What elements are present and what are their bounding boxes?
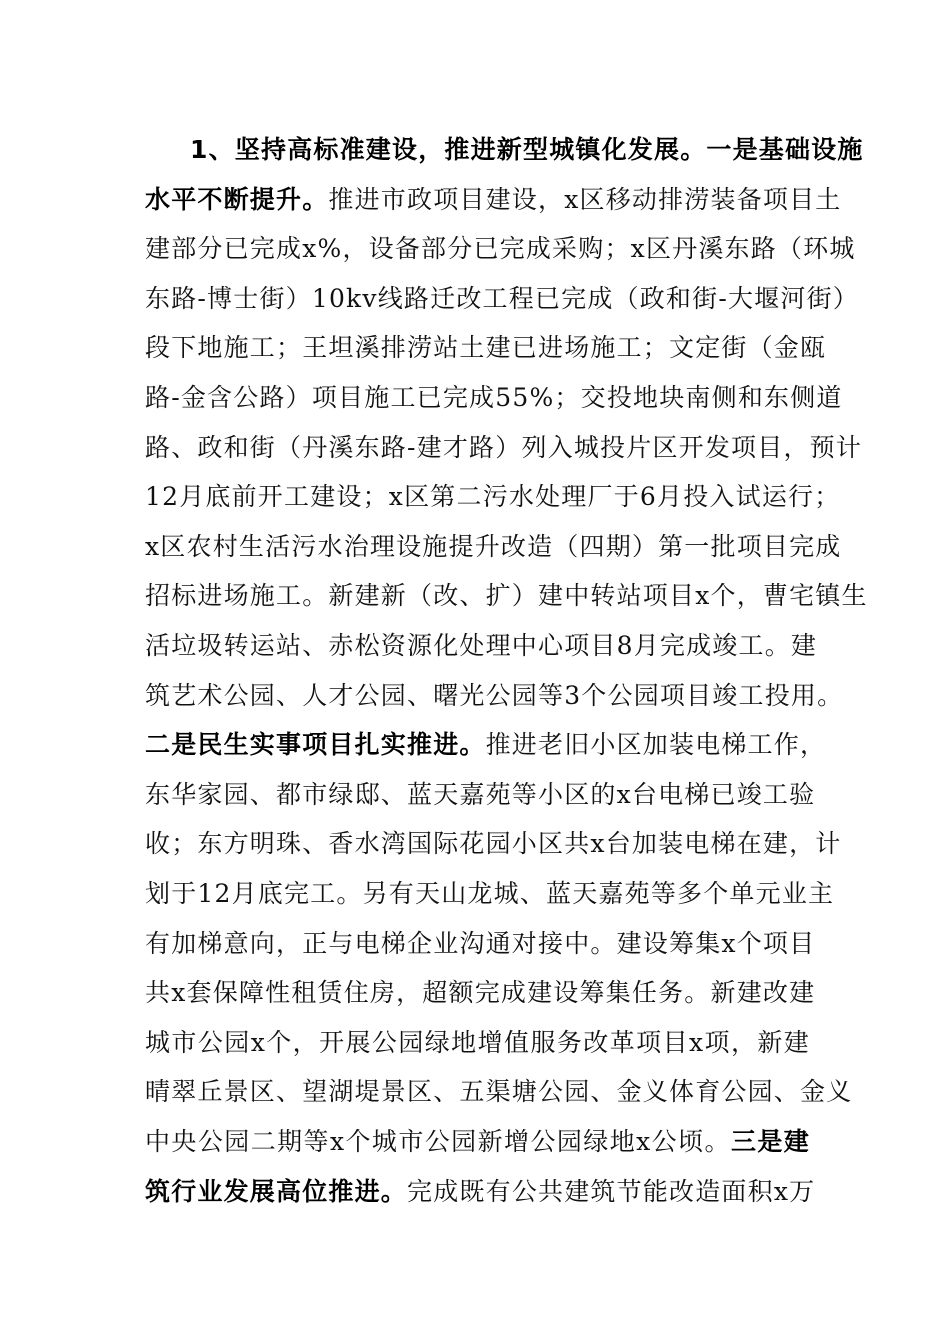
text-line (145, 1072, 853, 1112)
body-text: 东路-博士街）10kv线路迁改工程已完成（政和街-大堰河街） (145, 283, 859, 313)
body-text: 12月底前开工建设；x区第二污水处理厂于6月投入试运行； (145, 482, 841, 512)
text-line (145, 1023, 810, 1063)
text-line (145, 775, 816, 815)
bold-heading-text: 1、坚持高标准建设，推进新型城镇化发展。一是基础设施 (190, 135, 864, 164)
text-line (190, 130, 864, 170)
bold-heading-text: 三是建 (730, 1127, 810, 1156)
body-text: 划于12月底完工。另有天山龙城、蓝天嘉苑等多个单元业主 (145, 879, 835, 908)
body-text: 建部分已完成x%，设备部分已完成采购；x区丹溪东路（环城 (145, 234, 856, 264)
text-line (145, 725, 827, 765)
text-line (145, 1172, 816, 1212)
body-text: 推进老旧小区加装电梯工作， (485, 730, 827, 760)
body-text: 筑艺术公园、人才公园、曙光公园等3个公园项目竣工投用。 (145, 680, 844, 710)
bold-heading-text: 二是民生实事项目扎实推进。 (145, 730, 486, 760)
body-text: 晴翠丘景区、望湖堤景区、五渠塘公园、金义体育公园、金义 (145, 1077, 853, 1107)
text-line (145, 328, 827, 368)
body-text: 活垃圾转运站、赤松资源化处理中心项目8月完成竣工。建 (145, 631, 818, 660)
body-text: 推进市政项目建设，x区移动排涝装备项目土 (328, 184, 842, 214)
body-text: 中央公园二期等x个城市公园新增公园绿地x公顷。 (145, 1127, 731, 1156)
body-text: x区农村生活污水治理设施提升改造（四期）第一批项目完成 (145, 531, 842, 561)
text-line (145, 973, 816, 1013)
text-line (145, 527, 842, 567)
text-line (145, 924, 816, 964)
body-text: 收；东方明珠、香水湾国际花园小区共x台加装电梯在建，计 (145, 829, 842, 859)
text-line (145, 378, 843, 418)
body-text: 完成既有公共建筑节能改造面积x万 (407, 1176, 816, 1206)
text-line (145, 874, 835, 914)
bold-heading-text: 筑行业发展高位推进。 (145, 1176, 408, 1206)
body-text: 路-金含公路）项目施工已完成55%；交投地块南侧和东侧道 (145, 383, 843, 412)
text-line (145, 676, 844, 716)
body-text: 段下地施工；王坦溪排涝站土建已进场施工；文定街（金瓯 (145, 333, 827, 363)
text-line (145, 229, 856, 269)
text-line (145, 279, 859, 319)
bold-heading-text: 水平不断提升。 (145, 184, 329, 214)
text-line (145, 824, 842, 864)
body-text: 招标进场施工。新建新（改、扩）建中转站项目x个，曹宅镇生 (145, 581, 868, 611)
body-text: 有加梯意向，正与电梯企业沟通对接中。建设筹集x个项目 (145, 928, 816, 958)
text-line (145, 477, 841, 517)
body-text: 东华家园、都市绿邸、蓝天嘉苑等小区的x台电梯已竣工验 (145, 779, 816, 809)
text-line (145, 576, 868, 616)
body-text: 路、政和街（丹溪东路-建才路）列入城投片区开发项目，预计 (145, 432, 863, 462)
body-text: 共x套保障性租赁住房，超额完成建设筹集任务。新建改建 (145, 978, 816, 1008)
text-line (145, 180, 842, 220)
text-line (145, 428, 863, 468)
body-text: 城市公园x个，开展公园绿地增值服务改革项目x项，新建 (145, 1027, 810, 1057)
text-line (145, 626, 818, 666)
text-line (145, 1122, 810, 1162)
